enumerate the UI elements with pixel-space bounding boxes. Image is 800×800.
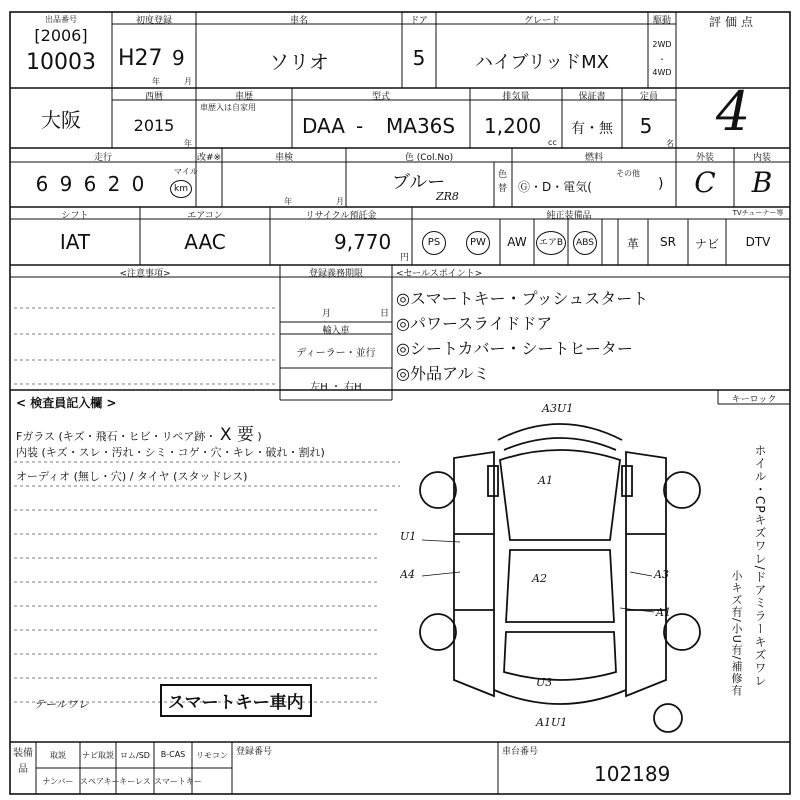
recycle-fee: 9,770	[334, 230, 392, 254]
recycle-label: リサイクル預託金	[305, 211, 377, 221]
drive-label: 駆動	[652, 16, 671, 26]
equip-leather: 革	[626, 237, 639, 251]
mark-right-rear: A1	[656, 606, 671, 619]
sales-point: ◎スマートキー・プッシュスタート	[396, 289, 649, 308]
capacity-label: 定員	[639, 92, 658, 102]
model-name: ソリオ	[269, 50, 329, 74]
mark-left-fender: U1	[400, 530, 417, 543]
keylock-label: キーロック	[731, 395, 777, 405]
equip-ps: PS	[422, 231, 446, 255]
plate-label: 登録番号	[236, 747, 273, 757]
fuel-close: )	[658, 176, 664, 192]
mileage-digit: 2	[107, 172, 121, 196]
car-mirror-right	[622, 466, 632, 496]
extra-manual: 取説	[50, 751, 66, 760]
mileage-digit: 0	[131, 172, 145, 196]
type-label: 型式	[371, 92, 390, 102]
reg-month-unit: 月	[322, 309, 332, 319]
chassis-label: 車台番号	[502, 747, 539, 757]
windshield-mark: X 要	[219, 425, 254, 445]
yen-unit: 円	[400, 253, 410, 263]
mileage-digits	[30, 172, 170, 196]
mark-rear-bumper: A1U1	[536, 716, 568, 729]
first-reg-month: 9	[172, 46, 185, 70]
equip-aw: AW	[507, 235, 527, 249]
tv-label: TVチューナー等	[732, 209, 784, 217]
ac: AAC	[184, 230, 226, 254]
chassis-number: 102189	[594, 762, 671, 786]
interior-grade: B	[751, 166, 773, 199]
shaken-year-unit: 年	[284, 197, 292, 206]
mileage-digit: 9	[59, 172, 73, 196]
car-rear-bumper	[494, 690, 626, 704]
capacity: 5	[639, 114, 653, 138]
first-reg-label: 初度登録	[135, 16, 172, 26]
car-front-bumper-lower	[504, 438, 616, 450]
model-label: 車名	[289, 16, 308, 26]
car-mirror-left	[488, 466, 498, 496]
extra-keyless: キーレス	[119, 777, 151, 786]
equip-pw: PW	[466, 231, 490, 255]
extra-plate: ナンバー	[42, 777, 74, 786]
equipment-list	[412, 219, 790, 265]
wheel-front-left	[420, 472, 456, 508]
shaken-label: 車検	[274, 153, 293, 163]
sales-label: <セールスポイント>	[396, 269, 483, 279]
exterior-grade: C	[694, 166, 716, 199]
wheel-front-right	[664, 472, 700, 508]
color-label: 色 (Col.No)	[404, 153, 454, 163]
type-dash: -	[356, 114, 364, 138]
windshield-close: )	[257, 430, 262, 443]
mark-front-bumper: A3U1	[542, 402, 574, 415]
history-sub: 車歴入は自家用	[200, 103, 256, 112]
person-unit: 名	[666, 139, 674, 148]
audio-line: オーディオ (無し・穴) / タイヤ (スタッドレス)	[16, 470, 248, 483]
score-label: 評価点	[708, 15, 757, 29]
year-unit-2: 年	[184, 139, 192, 148]
type-code: MA36S	[386, 114, 456, 138]
inspector-label: < 検査員記入欄 >	[16, 396, 117, 410]
extra-bcas: B-CAS	[160, 750, 186, 759]
wheel-rear-left	[420, 614, 456, 650]
dealer-option: ディーラー・並行	[296, 348, 376, 359]
sales-points	[396, 286, 648, 386]
ac-label: エアコン	[187, 211, 223, 221]
reg-day-unit: 日	[380, 309, 390, 319]
windshield-line	[16, 420, 262, 445]
car-rear-window	[504, 632, 616, 680]
door-label: ドア	[410, 16, 428, 26]
smart-key-stamp: スマートキー車内	[160, 684, 312, 717]
cc-unit: cc	[548, 138, 557, 147]
warranty-label: 保証書	[578, 92, 606, 102]
extra-spare-key: スペアキー	[80, 777, 120, 786]
mileage-digit: 6	[83, 172, 97, 196]
car-hood-windshield	[500, 450, 620, 540]
first-reg-era: H27	[118, 46, 163, 71]
equip-airbag: エアB	[536, 231, 566, 255]
drive-dot: ・	[658, 55, 666, 64]
mileage-label: 走行	[93, 153, 112, 163]
displacement: 1,200	[484, 114, 542, 138]
score: 4	[715, 80, 751, 143]
km-unit: km	[170, 180, 192, 198]
fuel-options: Ⓖ・D・電気(	[518, 180, 592, 194]
mileage-digit: 6	[35, 172, 49, 196]
equipment-label: 純正装備品	[546, 211, 592, 221]
shift: IAT	[59, 230, 91, 254]
interior-line: 内装 (キズ・スレ・汚れ・シミ・コゲ・穴・キレ・破れ・割れ)	[16, 446, 325, 459]
notes-label: <注意事項>	[119, 269, 171, 279]
shaken-month-unit: 月	[336, 197, 344, 206]
exterior-label: 外装	[695, 153, 714, 163]
vertical-note: ホイル・CPキズワレ/ドアミラーキズワレ	[753, 444, 767, 688]
warranty: 有・無	[571, 121, 613, 137]
equip-abs: ABS	[573, 231, 597, 255]
lot-number: 10003	[26, 50, 96, 75]
reg-deadline-label: 登録義務期限	[308, 269, 363, 279]
color-swap-label: 色替	[498, 170, 508, 194]
car-damage-diagram	[400, 400, 720, 740]
sales-point: ◎シートカバー・シートヒーター	[396, 339, 633, 358]
fuel-label: 燃料	[584, 153, 603, 163]
spare-tire	[654, 704, 682, 732]
mark-right-door: A3	[654, 568, 669, 581]
shift-label: シフト	[61, 211, 89, 221]
handle-option: 左H ・ 右H	[310, 382, 362, 393]
displacement-label: 排気量	[502, 92, 530, 102]
drive-2wd: 2WD	[652, 40, 672, 49]
history-label: 車歴	[234, 92, 253, 102]
equip-navi: ナビ	[694, 237, 719, 251]
mark-hood: A1	[538, 474, 553, 487]
color: ブルー	[392, 172, 446, 193]
import-label: 輸入車	[322, 326, 350, 336]
equip-sr: SR	[660, 235, 676, 249]
extra-navi-manual: ナビ取説	[82, 751, 114, 760]
wheel-rear-right	[664, 614, 700, 650]
handwritten-note: テールワレ	[34, 698, 89, 711]
sales-point: ◎パワースライドドア	[396, 314, 553, 333]
mark-roof: A2	[532, 572, 547, 585]
type-prefix: DAA	[302, 114, 345, 138]
region: 大阪	[41, 108, 81, 132]
equip-dtv: DTV	[745, 235, 771, 249]
interior-label: 内装	[752, 153, 771, 163]
grade-label: グレード	[523, 16, 560, 26]
year-label: 西暦	[144, 92, 163, 102]
lot-id-label: 出品番号	[45, 15, 77, 24]
extra-smart-key: スマートキー	[154, 777, 202, 786]
year-code: [2006]	[34, 26, 88, 45]
extra-rom-sd: ロム/SD	[120, 751, 150, 760]
fuel-other: その他	[616, 169, 640, 178]
windshield-text: Fガラス (キズ・飛石・ヒビ・リペア跡・	[16, 430, 217, 443]
year-unit: 年	[152, 77, 160, 86]
doors: 5	[412, 46, 426, 70]
car-roof	[506, 550, 614, 622]
year: 2015	[133, 116, 175, 135]
extra-remote: リモコン	[196, 751, 228, 760]
grade: ハイブリッドMX	[475, 52, 609, 73]
sales-point: ◎外品アルミ	[396, 364, 490, 383]
extras-label: 装備品	[13, 748, 33, 775]
mile-unit: マイル	[174, 167, 198, 176]
drive-4wd: 4WD	[652, 68, 672, 77]
vertical-note-2: 小キズ有/小U有/補修有	[730, 570, 743, 697]
mark-trunk: U3	[536, 676, 553, 689]
color-code: ZR8	[436, 190, 459, 203]
meter-label: 改#※	[196, 153, 222, 163]
month-unit: 月	[184, 77, 192, 86]
mark-left-door: A4	[400, 568, 415, 581]
